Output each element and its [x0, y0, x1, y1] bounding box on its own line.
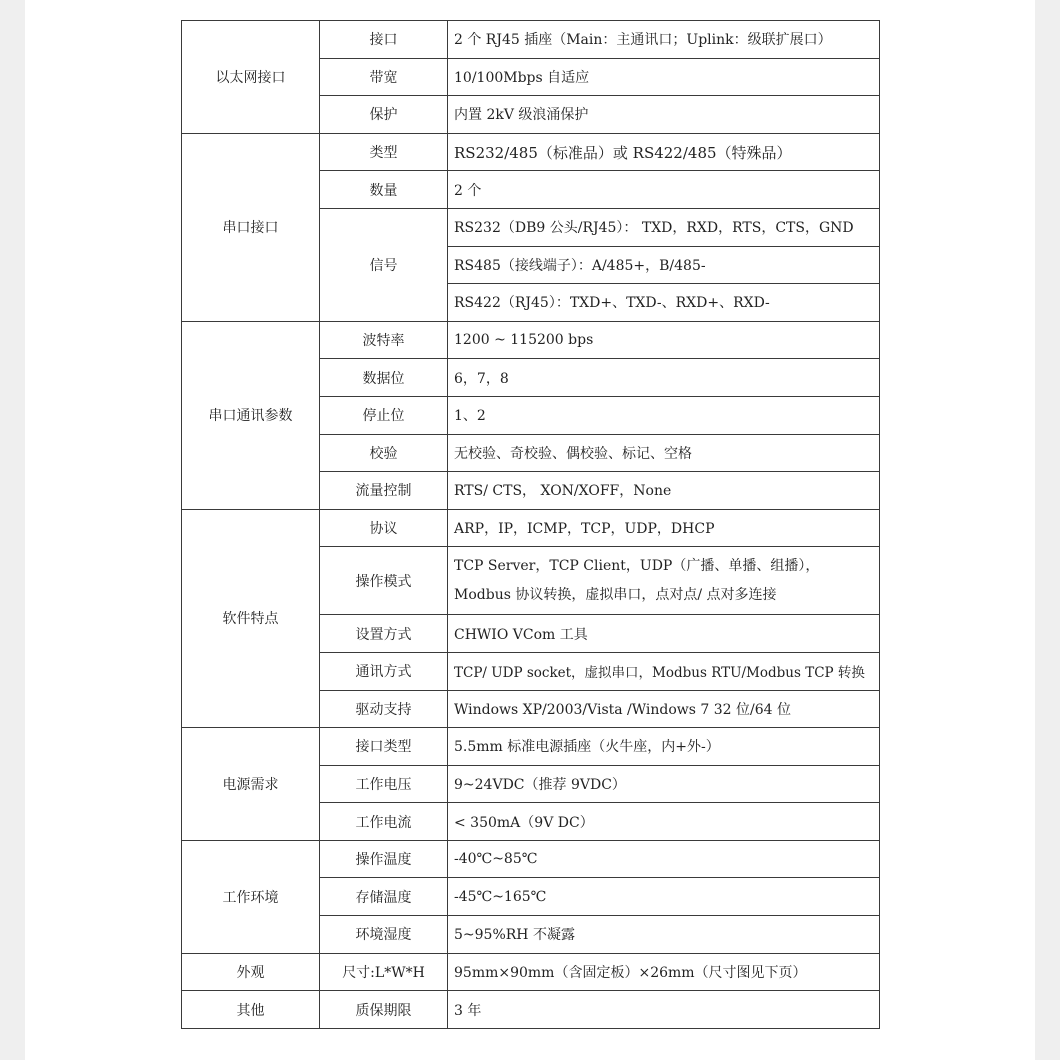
table-row — [182, 991, 880, 1029]
param-cell: 接口 — [320, 21, 448, 59]
value-cell: 无校验、奇校验、偶校验、标记、空格 — [448, 434, 880, 472]
category-cell: 串口通讯参数 — [182, 321, 320, 509]
table-row — [182, 509, 880, 547]
value-cell — [448, 547, 880, 615]
value-cell: 10/100Mbps 自适应 — [448, 58, 880, 96]
param-cell: 保护 — [320, 96, 448, 134]
param-cell: 停止位 — [320, 396, 448, 434]
value-cell: RS485（接线端子）：A/485+，B/485- — [448, 246, 880, 284]
param-cell: 工作电压 — [320, 765, 448, 803]
value-cell: 1、2 — [448, 396, 880, 434]
param-cell: 带宽 — [320, 58, 448, 96]
value-cell: 2 个 — [448, 171, 880, 209]
document-page — [25, 0, 1035, 1060]
value-cell: 6，7，8 — [448, 359, 880, 397]
value-cell: RS232（DB9 公头/RJ45）： TXD，RXD，RTS，CTS，GND — [448, 208, 880, 246]
value-cell: 1200 ~ 115200 bps — [448, 321, 880, 359]
param-cell: 环境湿度 — [320, 916, 448, 954]
param-cell: 通讯方式 — [320, 652, 448, 690]
param-cell: 驱动支持 — [320, 690, 448, 728]
value-cell: 5.5mm 标准电源插座（火牛座，内+外-） — [448, 728, 880, 766]
param-cell: 协议 — [320, 509, 448, 547]
value-cell: 95mm×90mm（含固定板）×26mm（尺寸图见下页） — [448, 953, 880, 991]
spec-table — [181, 20, 880, 1029]
param-cell: 流量控制 — [320, 472, 448, 510]
value-cell: RTS/ CTS， XON/XOFF，None — [448, 472, 880, 510]
param-cell: 工作电流 — [320, 803, 448, 841]
param-cell: 数据位 — [320, 359, 448, 397]
param-cell: 操作模式 — [320, 547, 448, 615]
param-cell: 信号 — [320, 208, 448, 321]
value-cell: < 350mA（9V DC） — [448, 803, 880, 841]
category-cell: 软件特点 — [182, 509, 320, 727]
value-cell: RS232/485（标准品）或 RS422/485（特殊品） — [448, 133, 880, 171]
value-cell: RS422（RJ45）：TXD+、TXD-、RXD+、RXD- — [448, 284, 880, 322]
value-cell: -40℃~85℃ — [448, 840, 880, 878]
param-cell: 存储温度 — [320, 878, 448, 916]
param-cell: 设置方式 — [320, 615, 448, 653]
value-cell: TCP/ UDP socket，虚拟串口，Modbus RTU/Modbus TCP 转换 — [448, 652, 880, 690]
param-cell: 数量 — [320, 171, 448, 209]
value-cell: 5~95%RH 不凝露 — [448, 916, 880, 954]
category-cell: 工作环境 — [182, 840, 320, 953]
param-cell: 尺寸:L*W*H — [320, 953, 448, 991]
category-cell: 以太网接口 — [182, 21, 320, 134]
table-row — [182, 953, 880, 991]
table-row — [182, 321, 880, 359]
value-cell: 9~24VDC（推荐 9VDC） — [448, 765, 880, 803]
table-row — [182, 21, 880, 59]
category-cell: 串口接口 — [182, 133, 320, 321]
table-row — [182, 133, 880, 171]
param-cell: 校验 — [320, 434, 448, 472]
param-cell: 质保期限 — [320, 991, 448, 1029]
category-cell: 其他 — [182, 991, 320, 1029]
value-cell: 3 年 — [448, 991, 880, 1029]
value-cell: CHWIO VCom 工具 — [448, 615, 880, 653]
value-line: TCP Server，TCP Client，UDP（广播、单播、组播）， — [454, 557, 820, 574]
value-cell: ARP，IP，ICMP，TCP，UDP，DHCP — [448, 509, 880, 547]
param-cell: 接口类型 — [320, 728, 448, 766]
category-cell: 电源需求 — [182, 728, 320, 841]
param-cell: 波特率 — [320, 321, 448, 359]
param-cell: 类型 — [320, 133, 448, 171]
value-cell: -45℃~165℃ — [448, 878, 880, 916]
table-row — [182, 728, 880, 766]
value-cell: 2 个 RJ45 插座（Main：主通讯口；Uplink：级联扩展口） — [448, 21, 880, 59]
value-cell: 内置 2kV 级浪涌保护 — [448, 96, 880, 134]
table-row — [182, 840, 880, 878]
category-cell: 外观 — [182, 953, 320, 991]
param-cell: 操作温度 — [320, 840, 448, 878]
value-line: Modbus 协议转换，虚拟串口，点对点/ 点对多连接 — [454, 586, 777, 603]
value-cell: Windows XP/2003/Vista /Windows 7 32 位/64 位 — [448, 690, 880, 728]
